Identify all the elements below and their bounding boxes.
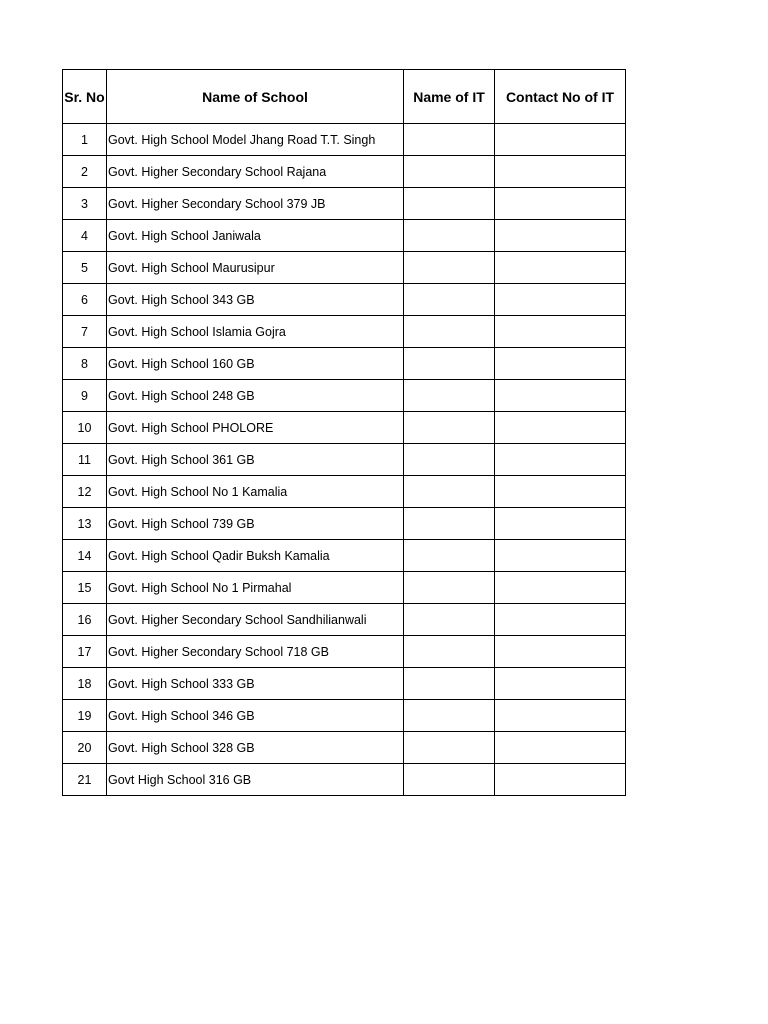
it-name-cell: [404, 444, 495, 476]
it-name-cell: [404, 732, 495, 764]
sr-no-cell: 8: [63, 348, 107, 380]
contact-no-cell: [495, 572, 626, 604]
sr-no-cell: 3: [63, 188, 107, 220]
table-row: [63, 380, 626, 412]
table-row: [63, 156, 626, 188]
contact-no-cell: [495, 284, 626, 316]
table-row: [63, 540, 626, 572]
contact-no-cell: [495, 412, 626, 444]
school-name-cell: Govt. Higher Secondary School Sandhilianwali: [107, 604, 404, 636]
header-it-name: Name of IT: [404, 70, 495, 124]
contact-no-cell: [495, 380, 626, 412]
sr-no-cell: 11: [63, 444, 107, 476]
table-row: [63, 284, 626, 316]
table-row: [63, 732, 626, 764]
school-name-cell: Govt. High School 328 GB: [107, 732, 404, 764]
it-name-cell: [404, 604, 495, 636]
sr-no-cell: 17: [63, 636, 107, 668]
header-row: [63, 70, 626, 124]
school-name-cell: Govt High School 316 GB: [107, 764, 404, 796]
sr-no-cell: 20: [63, 732, 107, 764]
it-name-cell: [404, 476, 495, 508]
table-row: [63, 668, 626, 700]
school-name-cell: Govt. High School 361 GB: [107, 444, 404, 476]
it-name-cell: [404, 348, 495, 380]
schools-table: [62, 69, 626, 796]
sr-no-cell: 14: [63, 540, 107, 572]
table-row: [63, 220, 626, 252]
contact-no-cell: [495, 220, 626, 252]
table-row: [63, 412, 626, 444]
school-name-cell: Govt. High School 333 GB: [107, 668, 404, 700]
table-row: [63, 572, 626, 604]
contact-no-cell: [495, 604, 626, 636]
school-name-cell: Govt. High School Janiwala: [107, 220, 404, 252]
table-row: [63, 124, 626, 156]
contact-no-cell: [495, 188, 626, 220]
school-name-cell: Govt. High School Islamia Gojra: [107, 316, 404, 348]
it-name-cell: [404, 188, 495, 220]
sr-no-cell: 15: [63, 572, 107, 604]
contact-no-cell: [495, 732, 626, 764]
it-name-cell: [404, 412, 495, 444]
contact-no-cell: [495, 316, 626, 348]
contact-no-cell: [495, 700, 626, 732]
sr-no-cell: 6: [63, 284, 107, 316]
sr-no-cell: 10: [63, 412, 107, 444]
contact-no-cell: [495, 636, 626, 668]
it-name-cell: [404, 764, 495, 796]
sr-no-cell: 4: [63, 220, 107, 252]
it-name-cell: [404, 668, 495, 700]
table-row: [63, 252, 626, 284]
sr-no-cell: 21: [63, 764, 107, 796]
contact-no-cell: [495, 444, 626, 476]
it-name-cell: [404, 124, 495, 156]
it-name-cell: [404, 156, 495, 188]
sr-no-cell: 13: [63, 508, 107, 540]
school-name-cell: Govt. High School No 1 Pirmahal: [107, 572, 404, 604]
school-name-cell: Govt. High School 739 GB: [107, 508, 404, 540]
sr-no-cell: 1: [63, 124, 107, 156]
school-name-cell: Govt. Higher Secondary School 718 GB: [107, 636, 404, 668]
header-contact-no: Contact No of IT: [495, 70, 626, 124]
school-name-cell: Govt. High School 343 GB: [107, 284, 404, 316]
sr-no-cell: 19: [63, 700, 107, 732]
school-name-cell: Govt. High School Maurusipur: [107, 252, 404, 284]
contact-no-cell: [495, 476, 626, 508]
table-row: [63, 444, 626, 476]
school-name-cell: Govt. High School No 1 Kamalia: [107, 476, 404, 508]
school-name-cell: Govt. High School Qadir Buksh Kamalia: [107, 540, 404, 572]
sr-no-cell: 7: [63, 316, 107, 348]
sr-no-cell: 16: [63, 604, 107, 636]
table-row: [63, 636, 626, 668]
school-name-cell: Govt. Higher Secondary School Rajana: [107, 156, 404, 188]
school-name-cell: Govt. High School PHOLORE: [107, 412, 404, 444]
header-school-name: Name of School: [107, 70, 404, 124]
table-row: [63, 508, 626, 540]
contact-no-cell: [495, 348, 626, 380]
table-row: [63, 316, 626, 348]
header-sr-no: Sr. No: [63, 70, 107, 124]
it-name-cell: [404, 508, 495, 540]
it-name-cell: [404, 636, 495, 668]
table-row: [63, 700, 626, 732]
sr-no-cell: 5: [63, 252, 107, 284]
contact-no-cell: [495, 124, 626, 156]
school-name-cell: Govt. High School 160 GB: [107, 348, 404, 380]
table-row: [63, 476, 626, 508]
table-row: [63, 604, 626, 636]
it-name-cell: [404, 700, 495, 732]
it-name-cell: [404, 316, 495, 348]
table-row: [63, 348, 626, 380]
school-name-cell: Govt. High School 248 GB: [107, 380, 404, 412]
contact-no-cell: [495, 540, 626, 572]
school-name-cell: Govt. High School 346 GB: [107, 700, 404, 732]
table-row: [63, 188, 626, 220]
it-name-cell: [404, 252, 495, 284]
sr-no-cell: 2: [63, 156, 107, 188]
school-name-cell: Govt. Higher Secondary School 379 JB: [107, 188, 404, 220]
school-name-cell: Govt. High School Model Jhang Road T.T. Singh: [107, 124, 404, 156]
contact-no-cell: [495, 156, 626, 188]
it-name-cell: [404, 380, 495, 412]
it-name-cell: [404, 284, 495, 316]
sr-no-cell: 9: [63, 380, 107, 412]
contact-no-cell: [495, 668, 626, 700]
sr-no-cell: 12: [63, 476, 107, 508]
sr-no-cell: 18: [63, 668, 107, 700]
it-name-cell: [404, 572, 495, 604]
contact-no-cell: [495, 508, 626, 540]
table-body: [63, 124, 626, 796]
table-row: [63, 764, 626, 796]
it-name-cell: [404, 220, 495, 252]
contact-no-cell: [495, 764, 626, 796]
it-name-cell: [404, 540, 495, 572]
contact-no-cell: [495, 252, 626, 284]
